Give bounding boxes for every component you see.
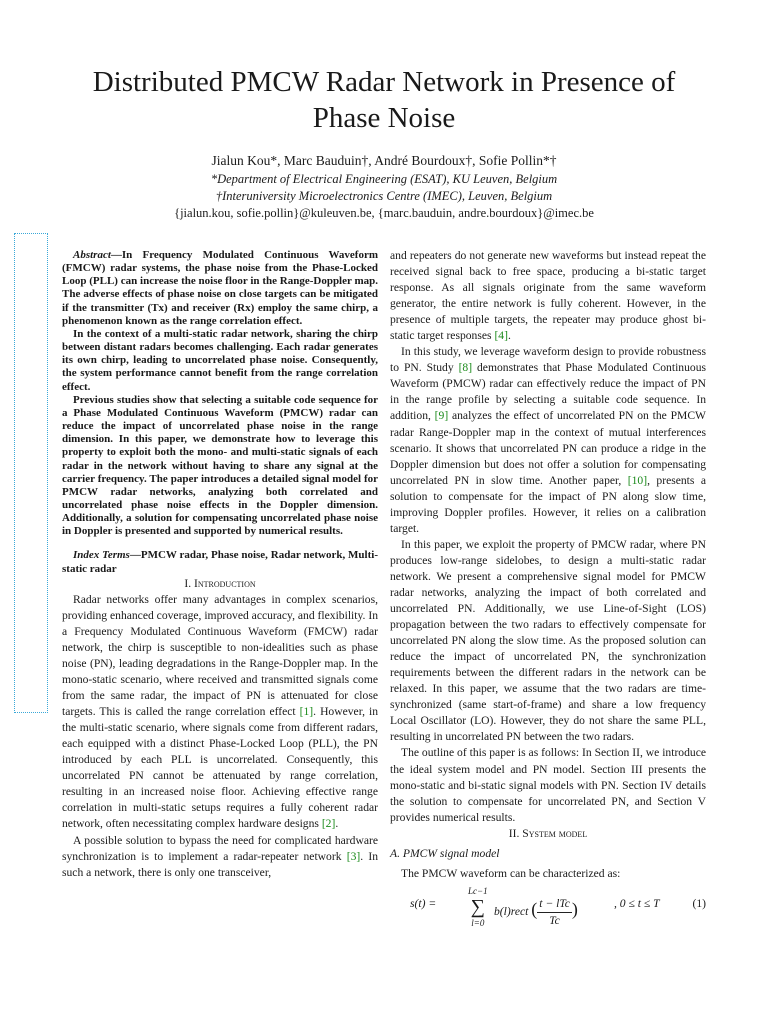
citation-link[interactable]: [10] [627,473,648,487]
title-line-2: Phase Noise [312,102,456,134]
citation-link[interactable]: [3] [346,849,361,863]
right-column [390,248,706,928]
intro-paragraph-1: Radar networks offer many advantages in complex scenarios, providing enhanced coverage, improved accuracy, and flexibility. In a Frequency Modulated Continuous Waveform (FMCW) radar network, the chirp is susceptible to non-idealities such as phase noise (PN), leading degradations in the Range-Doppler map. In the mono-static scenario, where received and transmitted signals come from the same radar, the impact of PN is attenuated for close targets. This is called the range correlation effect [1]. However, in the multi-static scenario, where signals come from different radars, each equipped with a distinct Phase-Locked Loop (PLL), the PN introduced by each PLL is uncorrelated. Consequently, this uncorrelated PN cannot be attenuated by range correlation, resulting in an increased noise floor. Achieving effective range correlation in multi-static setups requires a fully coherent radar network, often necessitating complex hardware designs [2]. [62,592,378,831]
intro-paragraph-2-continued: and repeaters do not generate new waveforms but instead repeat the received signal back to free space, producing a bi-static target response. As all signals originate from the same waveform generator, the entire network is fully coherent. However, in the presence of multiple targets, the repeater may produce ghost bi-static target responses [4]. [390,249,706,343]
equation-1 [390,885,706,928]
section-heading-intro: I. Introduction [184,576,256,590]
author-list: Jialun Kou*, Marc Bauduin†, André Bourdoux†, Sofie Pollin*† [211,153,557,168]
sum-lower-limit: l=0 [471,917,485,928]
equation-term: b(l)rect [494,905,529,919]
index-terms-label: Index Terms [73,549,130,562]
index-terms-text: —PMCW radar, Phase noise, Radar network, Multi-static radar [62,549,378,575]
paren-open: ( [531,899,538,920]
paper-title [0,64,768,136]
abstract [62,249,378,538]
selection-highlight [14,233,48,713]
system-model-paragraph: The PMCW waveform can be characterized as: [401,866,621,880]
title-line-1: Distributed PMCW Radar Network in Presence of [92,66,676,98]
author-emails: {jialun.kou, sofie.pollin}@kuleuven.be, {marc.bauduin, andre.bourdoux}@imec.be [174,206,594,220]
sum-upper-limit: Lc−1 [468,885,488,896]
equation-condition: , 0 ≤ t ≤ T [614,896,660,910]
sigma-symbol: ∑ [470,895,485,918]
citation-link[interactable]: [1] [299,705,314,719]
citation-link[interactable]: [2] [321,817,336,831]
left-column [62,249,378,881]
intro-paragraph-5: The outline of this paper is as follows: In Section II, we introduce the ideal system model and PN model. Section III presents the mono-static and bi-static signal models with PN. Section IV details the solution to compensate for uncorrelated PN, and Section V provides numerical results. [390,746,706,824]
intro-paragraph-4: In this paper, we exploit the property of PMCW radar, where PN produces low-range sidelobes, to design a multi-static radar network. We present a comprehensive signal model for PMCW radar networks, analyzing the impact of both correlated and uncorrelated PN. Additionally, we use Line-of-Sight (LOS) propagation between the two radars to effectively compensate for uncorrelated PN along the slow time. As the proposed solution can reduce the impact of uncorrelated PN, the synchronization requirements between the different radars in the network can be relaxed. In this paper, we assume that the two radars are time-synchronized (same start-of-frame) and share a low frequency Local Oscillator (LO). However, they do not share the same PLL, resulting in uncorrelated PN between the two radars. [390,537,706,744]
affiliation-1: *Department of Electrical Engineering (ESAT), KU Leuven, Belgium [210,172,558,186]
citation-link[interactable]: [8] [458,361,473,375]
fraction-denominator: Tc [549,913,560,927]
index-terms [62,549,378,575]
subsection-heading: A. PMCW signal model [390,846,500,860]
abstract-p1: —In Frequency Modulated Continuous Waveform (FMCW) radar systems, the phase noise from the Phase-Locked Loop (PLL) can increase the noise floor in the Range-Doppler map. The adverse effects of phase noise on close targets can be mitigated if the transmitter (Tx) and receiver (Rx) employ the same chirp, a phenomenon known as the range correlation effect. [62,249,378,327]
equation-lhs: s(t) = [410,896,437,910]
intro-paragraph-2: A possible solution to bypass the need for complicated hardware synchronization is to implement a radar-repeater network [3]. In such a network, there is only one transceiver, [62,833,378,879]
intro-paragraph-3: In this study, we leverage waveform design to provide robustness to PN. Study [8] demonstrates that Phase Modulated Continuous Waveform (PMCW) radar can effectively reduce the impact of PN in the range profile by selecting a suitable code sequence. In addition, [9] analyzes the effect of uncorrelated PN on the PMCW radar Range-Doppler map in the context of mutual interferences scenario. It shows that uncorrelated PN can produce a ridge in the Doppler dimension but does not offer a solution for compensating uncorrelated PN in slow time. Another paper, [10], presents a solution to compensate for the impact of PN along slow time, improving Doppler profiles. However, it relies on a calibration target. [390,345,706,535]
abstract-p2: In the context of a multi-static radar network, sharing the chirp between distant radars becomes challenging. Each radar generates its own chirp, leading to uncorrelated phase noise. Consequently, the system performance cannot benefit from the range correlation effect. [62,327,378,393]
fraction [537,896,572,929]
fraction-numerator: t − lTc [537,896,572,913]
paren-close: ) [571,899,578,920]
citation-link[interactable]: [4] [494,329,508,343]
abstract-p3: Previous studies show that selecting a suitable code sequence for a Phase Modulated Continuous Waveform (PMCW) radar can reduce the impact of uncorrelated phase noise in the range dimension. In this paper, we demonstrate how to leverage this property to exploit both the mono- and multi-static signals of each radar in the network without having to share any signal at the carrier frequency. The paper introduces a detailed signal model for PMCW radar networks, analyzing both correlated and uncorrelated phase noise effects in the Doppler dimension. Additionally, a solution for compensating uncorrelated phase noise in Doppler is presented and supported by numerical results. [62,393,378,538]
affiliation-2: †Interuniversity Microelectronics Centre (IMEC), Leuven, Belgium [215,189,553,203]
summation [468,886,488,928]
equation-number: (1) [692,896,706,910]
abstract-label: Abstract [73,249,111,261]
citation-link[interactable]: [9] [434,409,449,423]
equation-body [494,896,578,929]
section-heading-system-model: II. System model [508,826,588,840]
